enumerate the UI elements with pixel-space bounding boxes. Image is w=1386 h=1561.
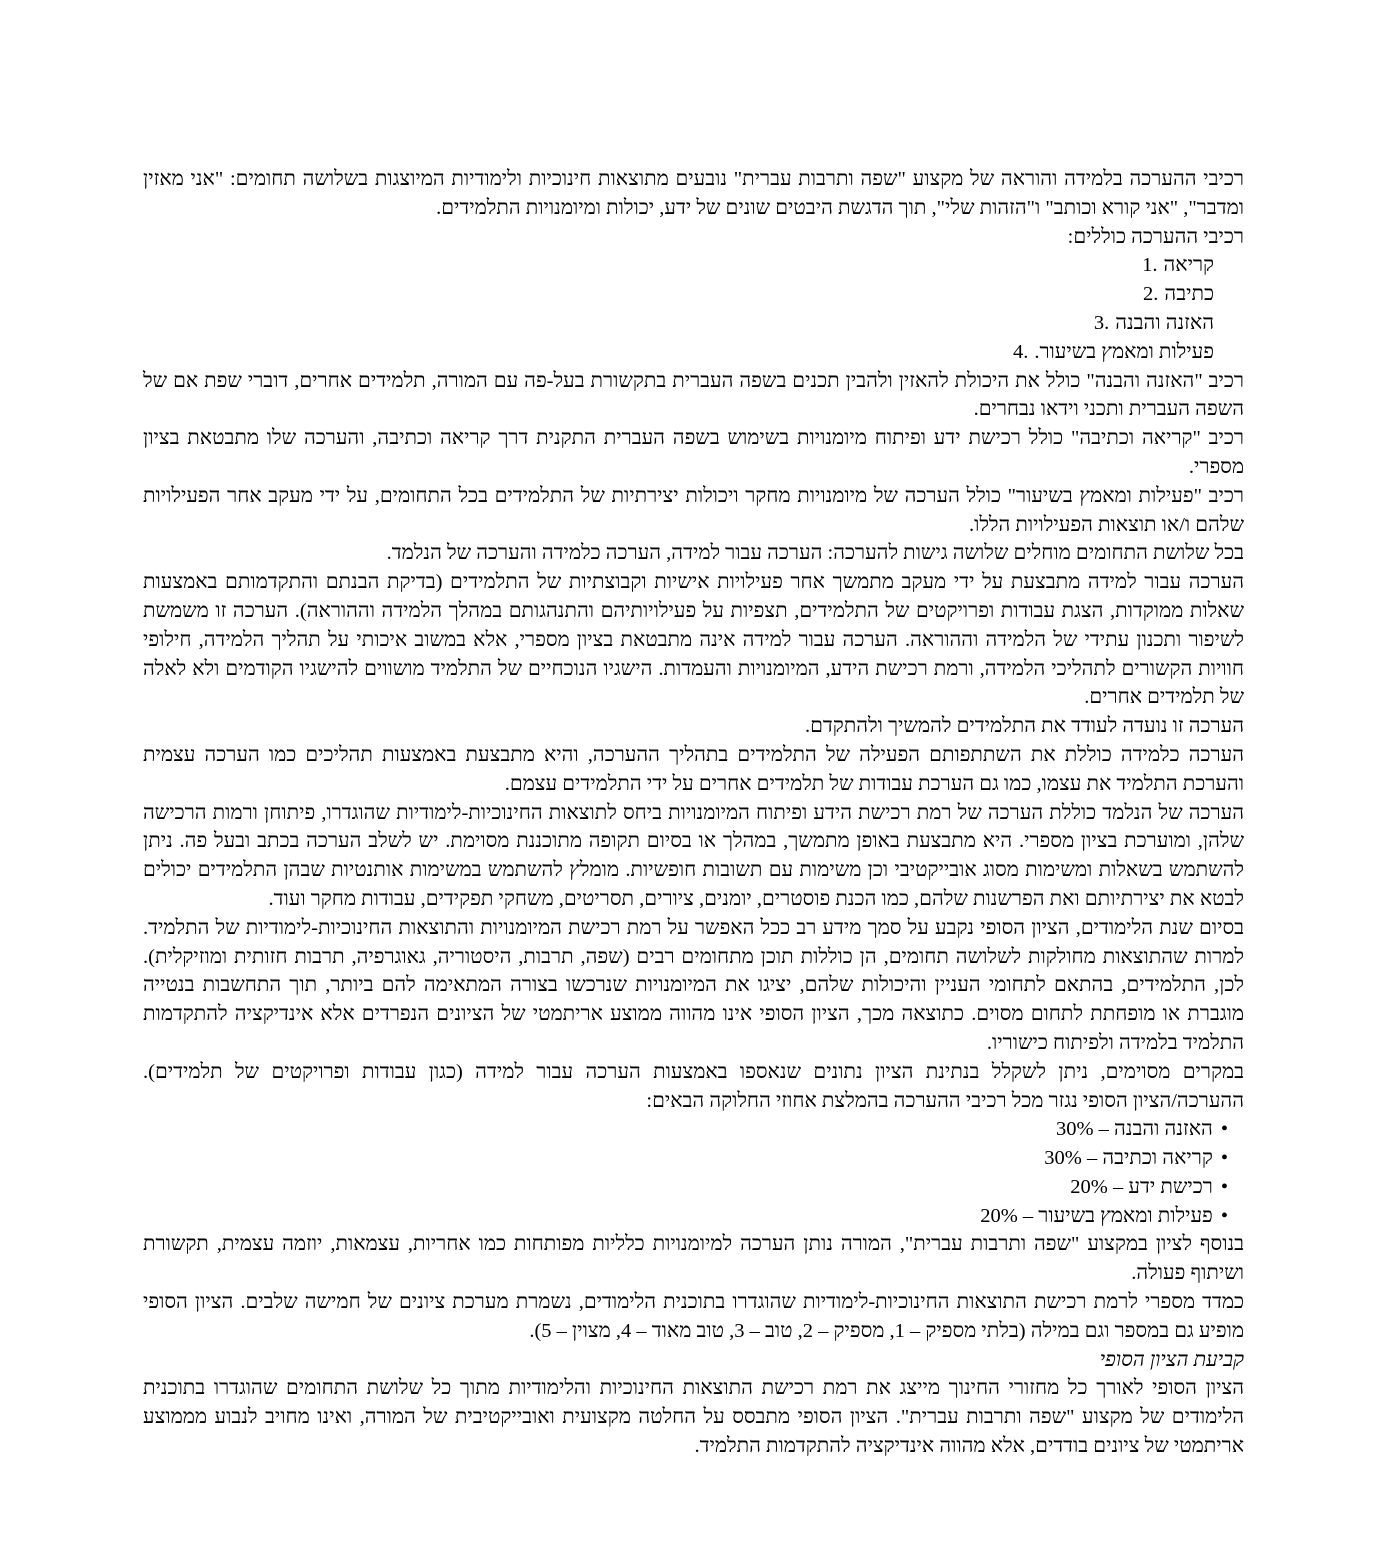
list-number: 2. bbox=[1143, 283, 1159, 306]
paragraph: רכיב "קריאה וכתיבה" כולל רכישת ידע ופיתוח מיומנויות בשימוש בשפה העברית התקנית דרך קריאה וכתיבה, והערכה שלו מתבטאת בציון מספרי. bbox=[143, 427, 1244, 478]
paragraph: רכיב "פעילות ומאמץ בשיעור" כולל הערכה של מיומנויות מחקר ויכולות יצירתיות של התלמידים בכל התחומים, על ידי מעקב אחר הפעילויות שלהם ו/או תוצאות הפעילויות הללו. bbox=[143, 484, 1244, 536]
list-text: רכישת ידע – 20% bbox=[1070, 1175, 1213, 1198]
list-text: האזנה והבנה – 30% bbox=[1055, 1118, 1213, 1141]
paragraph: הערכה של הנלמד כוללת הערכה של רמת רכישת הידע ופיתוח המיומנויות ביחס לתוצאות החינוכיות-לימודיות שהוגדרו, פיתוחן ורמות הרכישה שלהן, ומוערכת בציון מספרי. היא מתבצעת באופן מתמשך, במהלך או בסיום תקופה מתוכננת מסוימת. יש לשלב הערכה בכתב ובעל פה. ניתן להשתמש בשאלות ומשימות מסוג אובייקטיבי וכן משימות עם תשובות חופשיות. מומלץ להשתמש במשימות אותנטיות שבהן התלמידים יכולים לבטא את יצירתיותם ואת הפרשנות שלהם, כמו הכנת פוסטרים, יומנים, ציורים, תסריטים, משחקי תפקידים, עבודות מחקר ועוד. bbox=[143, 801, 1244, 910]
list-text: האזנה והבנה bbox=[1115, 311, 1214, 334]
paragraph: כמדד מספרי לרמת רכישת התוצאות החינוכיות-לימודיות שהוגדרו בתוכנית הלימודים, נשמרת מערכת ציונים של חמישה שלבים. הציון הסופי מופיע גם במספר וגם במילה (בלתי מספיק – 1, מספיק – 2, טוב – 3, טוב מאוד – 4, מצוין – 5). bbox=[143, 1291, 1244, 1342]
paragraph: הערכה עבור למידה מתבצעת על ידי מעקב מתמשך אחר פעילויות אישיות וקבוצתיות של התלמידים (בדיקת הבנתם והתקדמותם באמצעות שאלות ממוקדות, הצגת עבודות ופרויקטים של התלמידים, תצפיות על פעילויותיהם והתנהגותם במהלך הלמידה וההוראה). הערכה זו משמשת לשיפור ותכנון עתידי של הלמידה וההוראה. הערכה עבור למידה אינה מתבטאת בציון מספרי, אלא במשוב איכותי על תהליך הלמידה, חילופי חוויות הקשורים לתהליכי הלמידה, ורמת רכישת הידע, המיומנויות והעמדות. הישגיו הנוכחיים של התלמיד מושווים להישגיו הקודמים ולא לאלה של תלמידים אחרים. bbox=[143, 571, 1244, 709]
document-body bbox=[143, 165, 1244, 1461]
weights-list bbox=[143, 1115, 1244, 1230]
list-item bbox=[143, 1144, 1244, 1173]
paragraph: רכיב "האזנה והבנה" כולל את היכולת להאזין ולהבין תכנים בשפה העברית בתקשורת בעל-פה עם המורה, תלמידים אחרים, דוברי שפת אם של השפה העברית ותכני וידאו נבחרים. bbox=[143, 369, 1244, 421]
list-number: 3. bbox=[1093, 311, 1110, 334]
list-text: קריאה bbox=[1163, 254, 1214, 277]
bullet-icon: • bbox=[1220, 1147, 1228, 1170]
paragraph: במקרים מסוימים, ניתן לשקלל בנתינת הציון נתונים שנאספו באמצעות הערכה עבור למידה (כגון עבודות ופרויקטים של תלמידים). ההערכה/הציון הסופי נגזר מכל רכיבי ההערכה בהמלצת אחוזי החלוקה הבאים: bbox=[143, 1060, 1244, 1112]
list-text: כתיבה bbox=[1164, 283, 1214, 306]
bullet-icon: • bbox=[1220, 1204, 1228, 1227]
paragraph: הערכה זו נועדה לעודד את התלמידים להמשיך ולהתקדם. bbox=[804, 715, 1244, 738]
list-item bbox=[143, 1202, 1244, 1231]
components-heading: רכיבי ההערכה כוללים: bbox=[1067, 225, 1244, 248]
list-item bbox=[143, 1115, 1244, 1144]
list-number: 1. bbox=[1142, 254, 1158, 277]
paragraph: הערכה כלמידה כוללת את השתתפותם הפעילה של התלמידים בתהליך ההערכה, והיא מתבצעת באמצעות תהליכים כמו הערכה עצמית והערכת התלמיד את עצמו, כמו גם הערכת עבודות של תלמידים אחרים על ידי התלמידים עצמם. bbox=[143, 743, 1244, 795]
list-item bbox=[143, 280, 1244, 309]
list-text: פעילות ומאמץ בשיעור. bbox=[1034, 340, 1214, 363]
paragraph: בסיום שנת הלימודים, הציון הסופי נקבע על סמך מידע רב ככל האפשר על רמת רכישת המיומנויות והתוצאות החינוכיות-לימודיות של התלמיד. למרות שהתוצאות מחולקות לשלושה תחומים, הן כוללות תוכן מתחומים רבים (שפה, תרבות, היסטוריה, גאוגרפיה, תרבות חזותית ומוזיקלית). לכן, התלמידים, בהתאם לתחומי העניין והיכולות שלהם, יציגו את המיומנויות שנרכשו בצורה המתאימה להם ביותר, תוך התחשבות בנטייה מוגברת או מופחתת לתחום מסוים. כתוצאה מכך, הציון הסופי אינו מהווה ממוצע אריתמטי של הציונים הנפרדים אלא אינדיקציה להתקדמות התלמיד בלמידה ולפיתוח כישוריו. bbox=[143, 916, 1244, 1054]
paragraph: בכל שלושת התחומים מוחלים שלושה גישות להערכה: הערכה עבור למידה, הערכה כלמידה והערכה של הנלמד. bbox=[386, 542, 1244, 565]
components-list bbox=[143, 251, 1244, 366]
list-text: פעילות ומאמץ בשיעור – 20% bbox=[980, 1204, 1213, 1227]
list-item bbox=[143, 309, 1244, 338]
list-item bbox=[143, 338, 1244, 367]
paragraph: הציון הסופי לאורך כל מחזורי החינוך מייצג את רמת רכישת התוצאות החינוכיות והלימודיות מתוך כל שלושת התחומים שהוגדרו בתוכנית הלימודים של מקצוע "שפה ותרבות עברית". הציון הסופי מתבסס על החלטה מקצועית ואובייקטיבית של המורה, ואינו מחויב לנבוע מממוצע אריתמטי של ציונים בודדים, אלא מהווה אינדיקציה להתקדמות התלמיד. bbox=[143, 1377, 1244, 1458]
section-heading: קביעת הציון הסופי bbox=[1099, 1348, 1244, 1371]
list-text: קריאה וכתיבה – 30% bbox=[1044, 1147, 1213, 1170]
bullet-icon: • bbox=[1220, 1175, 1228, 1198]
paragraph: בנוסף לציון במקצוע "שפה ותרבות עברית", המורה נותן הערכה למיומנויות כלליות מפותחות כמו אחריות, עצמאות, יוזמה עצמית, תקשורת ושיתוף פעולה. bbox=[143, 1233, 1244, 1285]
list-item bbox=[143, 251, 1244, 280]
intro-paragraph: רכיבי ההערכה בלמידה והוראה של מקצוע "שפה ותרבות עברית" נובעים מתוצאות חינוכיות ולימודיות המיוצגות בשלושה תחומים: "אני מאזין ומדבר", "אני קורא וכותב" ו"הזהות שלי", תוך הדגשת היבטים שונים של ידע, יכולות ומיומנויות התלמידים. bbox=[143, 168, 1244, 219]
list-item bbox=[143, 1173, 1244, 1202]
list-number: 4. bbox=[1012, 340, 1029, 363]
bullet-icon: • bbox=[1220, 1118, 1228, 1141]
